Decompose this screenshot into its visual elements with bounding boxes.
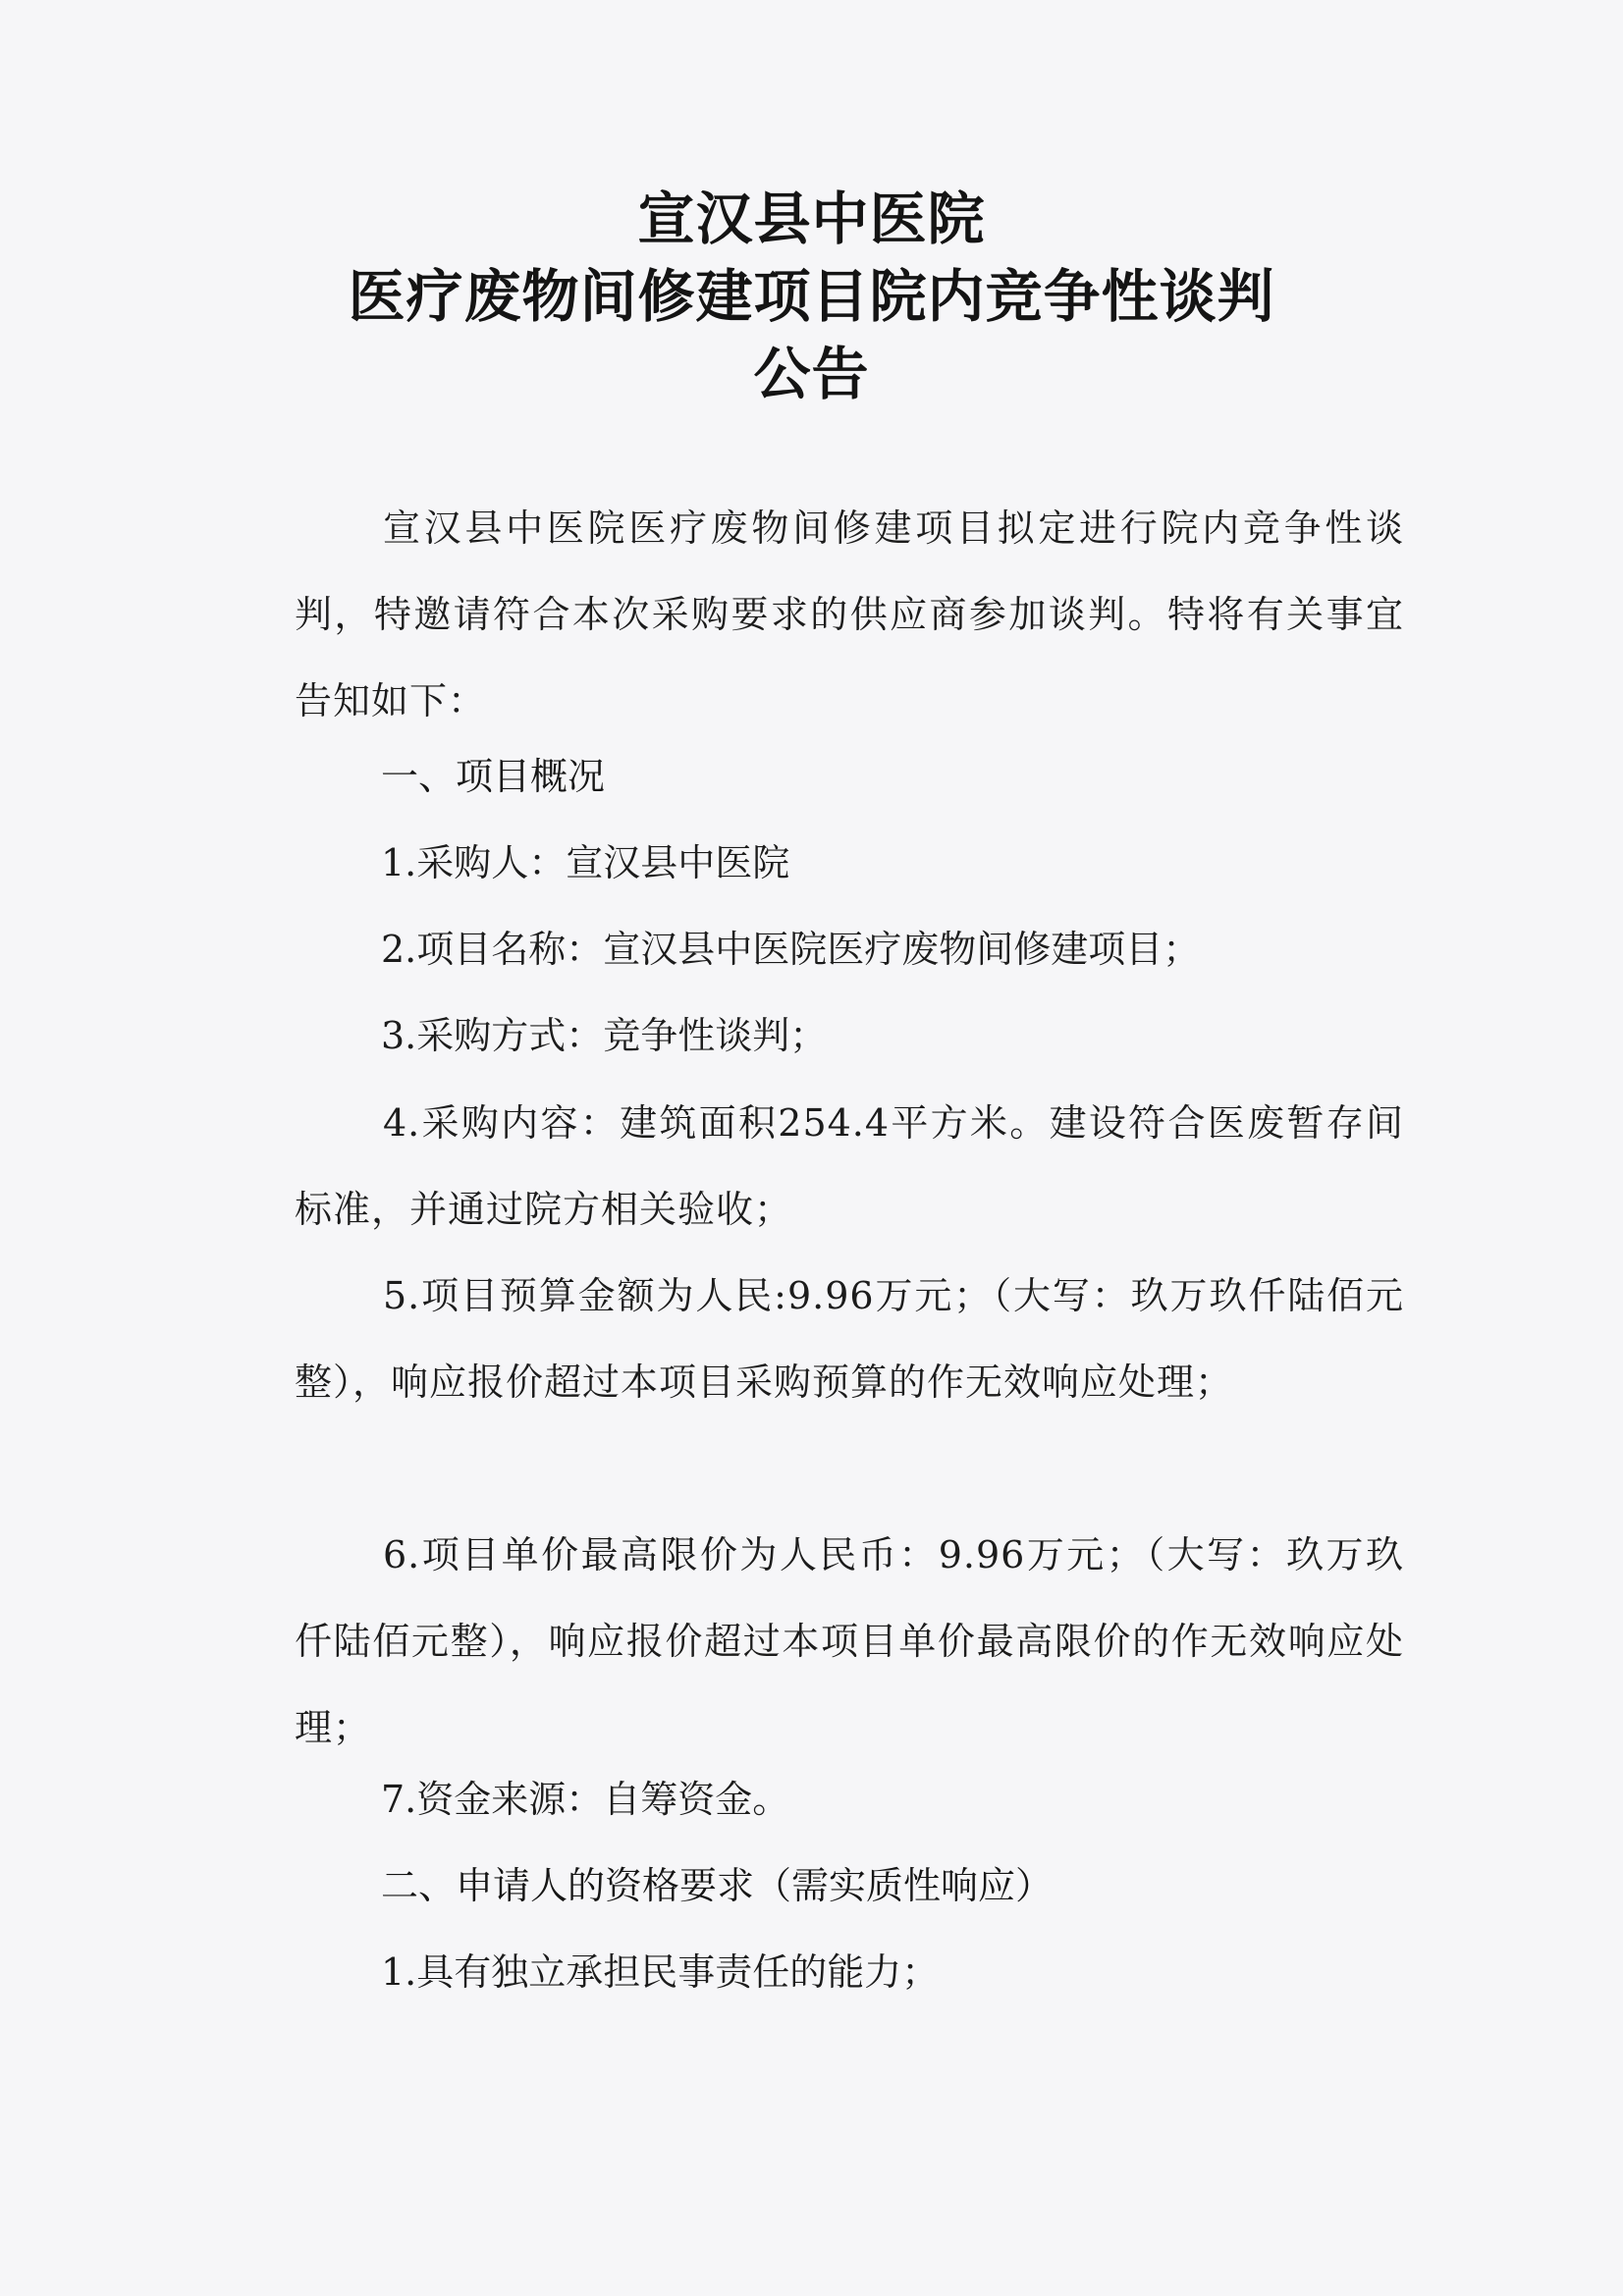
section2-item-1: 1.具有独立承担民事责任的能力； (381, 1950, 940, 1994)
title-line-2: 医疗废物间修建项目院内竞争性谈判 (348, 263, 1275, 330)
section1-item-2: 2.项目名称：宣汉县中医院医疗废物间修建项目； (381, 928, 1201, 971)
title-line-1: 宣汉县中医院 (637, 186, 986, 252)
intro-paragraph: 宣汉县中医院医疗废物间修建项目拟定进行院内竞争性谈判，特邀请符合本次采购要求的供应商参加谈判。特将有关事宜告知如下： (295, 507, 1404, 722)
section1-item-7: 7.资金来源：自筹资金。 (381, 1778, 790, 1821)
section1-item-3: 3.采购方式：竞争性谈判； (381, 1014, 828, 1057)
section1-heading: 一、项目概况 (381, 755, 606, 798)
title-line-3: 公告 (753, 341, 870, 407)
section2-heading: 二、申请人的资格要求（需实质性响应） (381, 1864, 1054, 1907)
section1-item-1: 1.采购人：宣汉县中医院 (381, 841, 790, 884)
section1-item-5: 5.项目预算金额为人民:9.96万元；（大写：玖万玖仟陆佰元整），响应报价超过本项目采购预算的作无效响应处理； (295, 1274, 1404, 1404)
section1-item-6: 6.项目单价最高限价为人民币：9.96万元；（大写：玖万玖仟陆佰元整），响应报价超过本项目单价最高限价的作无效响应处理； (295, 1533, 1404, 1749)
section1-item-4: 4.采购内容：建筑面积254.4平方米。建设符合医废暂存间标准，并通过院方相关验收； (295, 1101, 1404, 1231)
